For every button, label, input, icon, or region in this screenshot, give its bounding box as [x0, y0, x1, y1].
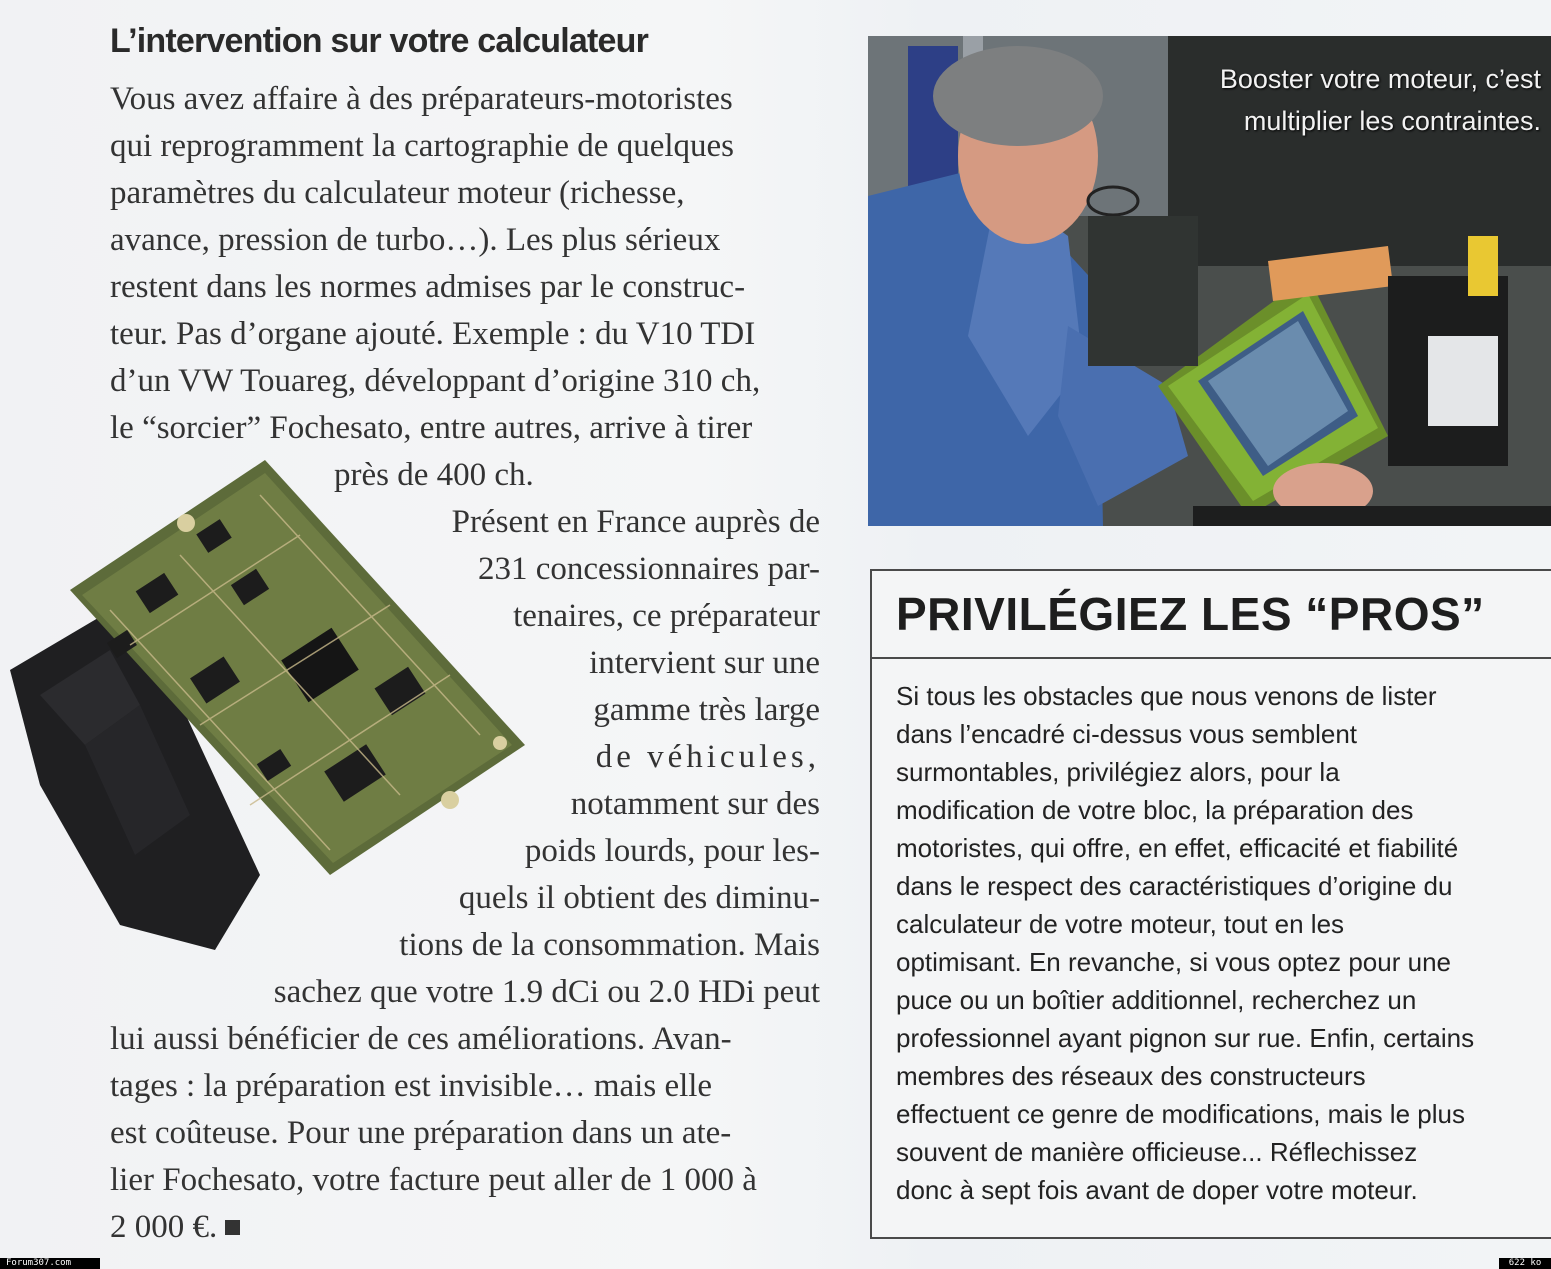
photo-caption-line: multiplier les contraintes.	[1243, 106, 1541, 136]
article-line: quels il obtient des diminu-	[458, 880, 820, 916]
photo-caption	[1220, 58, 1541, 142]
pros-line: puce ou un boîtier additionnel, recherchez un	[896, 985, 1417, 1015]
photo-caption-line: Booster votre moteur, c’est	[1219, 64, 1541, 94]
article-last-line-text: 2 000 €.	[110, 1209, 218, 1245]
pros-line: effectuent ce genre de modifications, mais le plus	[896, 1099, 1465, 1129]
pros-line: dans l’encadré ci-dessus vous semblent	[896, 719, 1358, 749]
pros-line: calculateur de votre moteur, tout en les	[896, 909, 1345, 939]
article-line: tenaires, ce préparateur	[513, 598, 820, 634]
article-line: est coûteuse. Pour une préparation dans un ate-	[110, 1115, 732, 1151]
pros-line: dans le respect des caractéristiques d’origine du	[896, 871, 1453, 901]
mechanic-diagnostic-photo	[868, 36, 1551, 526]
article-line: 231 concessionnaires par-	[477, 551, 820, 587]
pros-line: professionnel ayant pignon sur rue. Enfin, certains	[896, 1023, 1475, 1053]
article-line: le “sorcier” Fochesato, entre autres, arrive à tirer	[110, 410, 753, 446]
ecu-circuit-board-image	[0, 455, 540, 965]
article-line: avance, pression de turbo…). Les plus sérieux	[110, 222, 721, 258]
pros-line: surmontables, privilégiez alors, pour la	[896, 757, 1340, 787]
pros-line: membres des réseaux des constructeurs	[896, 1061, 1366, 1091]
end-of-article-square-icon	[225, 1220, 240, 1235]
article-line: intervient sur une	[589, 645, 820, 681]
article-line: d’un VW Touareg, développant d’origine 310 ch,	[110, 363, 761, 399]
article-line: lui aussi bénéficier de ces améliorations. Avan-	[110, 1021, 732, 1057]
article-line: sachez que votre 1.9 dCi ou 2.0 HDi peut	[273, 974, 820, 1010]
article-line: paramètres du calculateur moteur (richesse,	[110, 175, 685, 211]
article-line: notamment sur des	[570, 786, 820, 822]
article-line: de véhicules,	[595, 739, 820, 775]
footer-size-label: 622 ko	[1499, 1258, 1551, 1269]
pros-line: motoristes, qui offre, en effet, efficacité et fiabilité	[896, 833, 1459, 863]
article-line: teur. Pas d’organe ajouté. Exemple : du V10 TDI	[110, 316, 756, 352]
pros-title: PRIVILÉGIEZ LES “PROS”	[896, 588, 1485, 640]
pros-line: modification de votre bloc, la préparation des	[896, 795, 1414, 825]
article-line: restent dans les normes admises par le construc-	[110, 269, 746, 305]
pros-line: donc à sept fois avant de doper votre moteur.	[896, 1175, 1418, 1205]
article-line: poids lourds, pour les-	[524, 833, 820, 869]
article-heading: L’intervention sur votre calculateur	[110, 22, 649, 60]
pros-line: souvent de manière officieuse... Réflechissez	[896, 1137, 1418, 1167]
article-line: près de 400 ch.	[334, 457, 534, 493]
article-line: gamme très large	[593, 692, 820, 728]
pros-body	[896, 677, 1536, 1209]
pros-sidebar-box	[870, 569, 1551, 1239]
article-line	[110, 1204, 240, 1251]
pros-line: optimisant. En revanche, si vous optez pour une	[896, 947, 1451, 977]
footer-source-label: Forum307.com	[0, 1258, 100, 1269]
article-line: Vous avez affaire à des préparateurs-motoristes	[110, 81, 733, 117]
article-line: Présent en France auprès de	[451, 504, 820, 540]
pros-divider	[872, 657, 1551, 659]
pros-line: Si tous les obstacles que nous venons de lister	[896, 681, 1437, 711]
article-line: qui reprogramment la cartographie de quelques	[110, 128, 735, 164]
article-line: lier Fochesato, votre facture peut aller de 1 000 à	[110, 1162, 757, 1198]
article-line: tages : la préparation est invisible… mais elle	[110, 1068, 713, 1104]
article-line: tions de la consommation. Mais	[399, 927, 820, 963]
